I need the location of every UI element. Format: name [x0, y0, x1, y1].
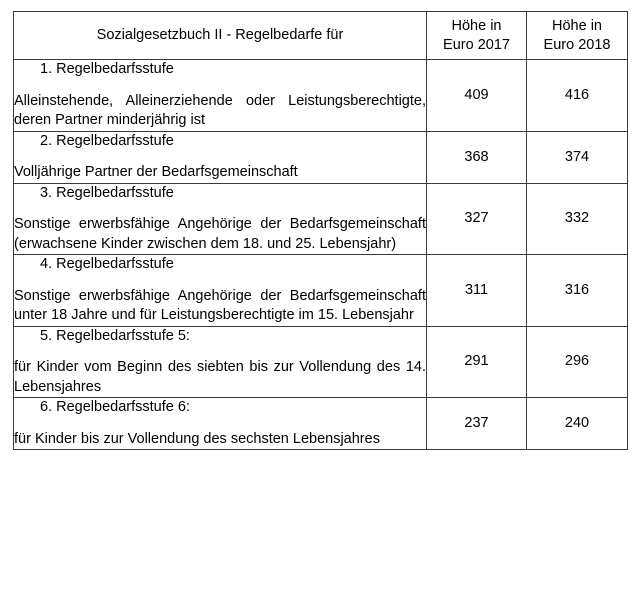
value-2018: 416 — [527, 60, 628, 132]
value-2018: 296 — [527, 326, 628, 398]
row-description-cell — [14, 60, 427, 132]
value-2018: 240 — [527, 398, 628, 450]
row-description-cell — [14, 183, 427, 255]
header-year-2017 — [427, 12, 527, 60]
table-header-row — [14, 12, 628, 60]
header-year-2018-line2: Euro 2018 — [543, 36, 611, 53]
header-year-2017-line1: Höhe in — [451, 17, 502, 34]
table-row — [14, 326, 628, 398]
table-row — [14, 131, 628, 183]
stufe-description: Sonstige erwerbsfähige Angehörige der Bedarfsgemeinschaft (erwachsene Kinder zwischen dem 18. und 25. Lebensjahr) — [14, 216, 426, 252]
value-2017: 409 — [427, 60, 527, 132]
header-year-2017-line2: Euro 2017 — [443, 36, 510, 53]
stufe-description: für Kinder vom Beginn des siebten bis zur Vollendung des 14. Lebensjahres — [14, 359, 426, 395]
row-description-cell — [14, 326, 427, 398]
value-2018: 332 — [527, 183, 628, 255]
stufe-title: 6. Regelbedarfsstufe 6: — [40, 399, 190, 415]
value-2017: 327 — [427, 183, 527, 255]
table-row — [14, 60, 628, 132]
stufe-title: 4. Regelbedarfsstufe — [40, 256, 174, 272]
row-description-cell — [14, 131, 427, 183]
value-2018: 316 — [527, 255, 628, 327]
header-year-2018-line1: Höhe in — [552, 17, 602, 34]
stufe-description: für Kinder bis zur Vollendung des sechsten Lebensjahres — [14, 430, 380, 447]
regelbedarfsstufen-table — [13, 11, 628, 450]
value-2017: 291 — [427, 326, 527, 398]
table-row — [14, 255, 628, 327]
row-description-cell — [14, 398, 427, 450]
stufe-title: 2. Regelbedarfsstufe — [40, 132, 174, 149]
value-2017: 311 — [427, 255, 527, 327]
table-row — [14, 398, 628, 450]
stufe-description: Sonstige erwerbsfähige Angehörige der Bedarfsgemeinschaft unter 18 Jahre und für Leistungsberechtigte im 15. Lebensjahr — [14, 287, 426, 323]
value-2017: 237 — [427, 398, 527, 450]
stufe-title: 5. Regelbedarfsstufe 5: — [40, 327, 190, 344]
stufe-description: Alleinstehende, Alleinerziehende oder Leistungsberechtigte, deren Partner minderjährig ist — [14, 92, 426, 128]
value-2018: 374 — [527, 131, 628, 183]
header-description: Sozialgesetzbuch II - Regelbedarfe für — [14, 12, 427, 60]
header-year-2018 — [527, 12, 628, 60]
value-2017: 368 — [427, 131, 527, 183]
stufe-title: 3. Regelbedarfsstufe — [40, 184, 174, 201]
stufe-title: 1. Regelbedarfsstufe — [40, 61, 174, 77]
stufe-description: Volljährige Partner der Bedarfsgemeinschaft — [14, 164, 298, 180]
row-description-cell — [14, 255, 427, 327]
table-row — [14, 183, 628, 255]
